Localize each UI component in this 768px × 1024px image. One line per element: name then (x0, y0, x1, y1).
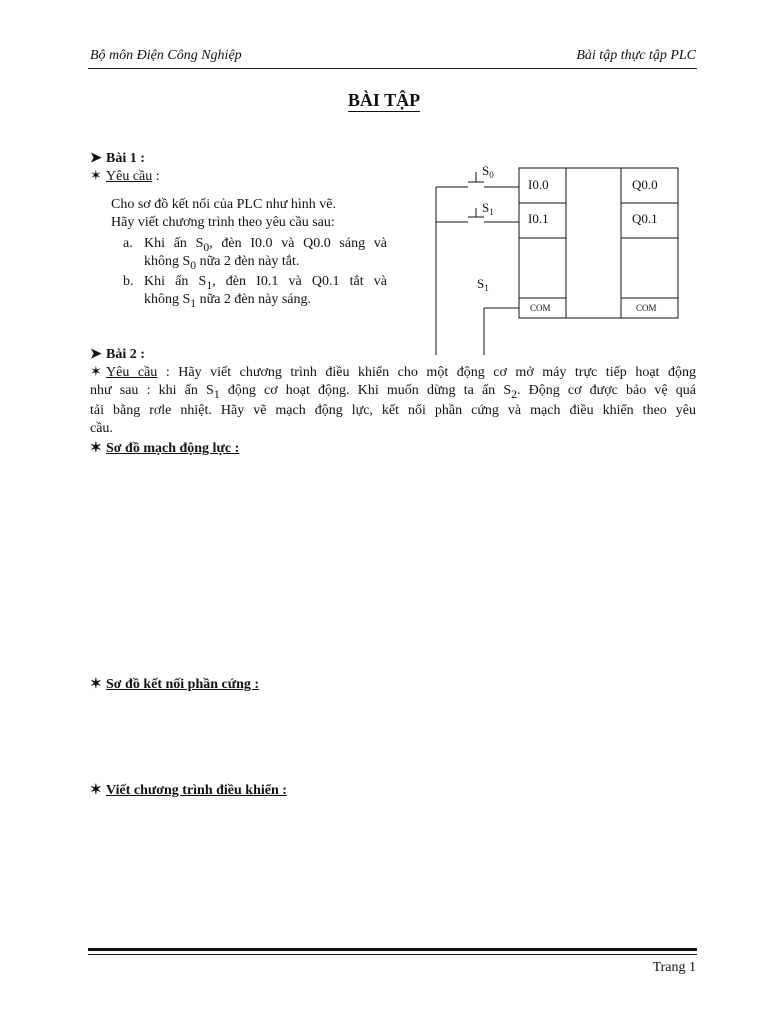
footer-rule-thin (88, 954, 697, 955)
input-i00-label: I0.0 (528, 177, 549, 192)
bai1-requirement: ✶ Yêu cầu : (90, 169, 160, 184)
section-hardware-wiring: ✶ Sơ đồ kết nối phần cứng : (90, 677, 260, 692)
output-q01-label: Q0.1 (632, 211, 658, 226)
header-rule (88, 68, 697, 69)
input-i01-label: I0.1 (528, 211, 549, 226)
input-com-label: COM (530, 303, 551, 313)
header-left: Bộ môn Điện Công Nghiệp (90, 48, 242, 63)
cpu-module (566, 168, 621, 318)
star-bullet-icon: ✶ (90, 441, 102, 456)
footer-rule-thick (88, 948, 697, 951)
s0-label: $S_0$ (482, 163, 494, 180)
star-bullet-icon: ✶ (90, 365, 102, 380)
section-power-circuit: ✶ Sơ đồ mạch động lực : (90, 441, 240, 456)
page-title: BÀI TẬP (347, 90, 421, 110)
s1-label: $S_1$ (482, 200, 494, 217)
bai2-line-3: tải bằng rơle nhiệt. Hãy vẽ mạch động lực, kết nối phần cứng và mạch điều khiển theo yêu (90, 403, 696, 418)
bai1-intro-2: Hãy viết chương trình theo yêu cầu sau: (111, 215, 335, 230)
bai2-heading: ➤ Bài 2 : (90, 347, 145, 362)
item-a-line1: Khi ấn $S_0$, đèn I0.0 và Q0.0 sáng và (144, 236, 388, 254)
item-b-line1: Khi ấn $S_1$, đèn I0.1 và Q0.1 tắt và (144, 274, 387, 292)
bai2-line-2: như sau : khi ấn $S_1$ động cơ hoạt động. Khi muốn dừng ta ấn $S_2$. Động cơ được bảo vệ quá (90, 383, 697, 401)
item-b-line2: không $S_1$ nữa 2 đèn này sáng. (144, 292, 312, 310)
star-bullet-icon: ✶ (90, 783, 102, 798)
output-com-label: COM (636, 303, 657, 313)
bai1-heading: ➤ Bài 1 : (90, 151, 145, 166)
bai2-line-4: cầu. (90, 421, 113, 436)
star-bullet-icon: ✶ (90, 169, 102, 184)
header-right: Bài tập thực tập PLC (576, 48, 696, 63)
item-b-marker: b. (123, 274, 134, 289)
output-q00-label: Q0.0 (632, 177, 658, 192)
page-number: Trang 1 (652, 960, 696, 975)
section-control-program: ✶ Viết chương trình điều khiển : (90, 783, 287, 798)
bai1-intro-1: Cho sơ đồ kết nối của PLC như hình vẽ. (111, 197, 336, 212)
item-a-line2: không $S_0$ nữa 2 đèn này tắt. (144, 254, 300, 272)
arrow-bullet-icon: ➤ (90, 347, 102, 362)
item-a-marker: a. (123, 236, 133, 251)
plc-wiring-diagram (420, 150, 710, 360)
star-bullet-icon: ✶ (90, 677, 102, 692)
arrow-bullet-icon: ➤ (90, 151, 102, 166)
bai2-line-1: ✶ Yêu cầu : Hãy viết chương trình điều khiển cho một động cơ mở máy trực tiếp hoạt động (90, 365, 696, 380)
s1-label-lower: $S_1$ (477, 276, 489, 293)
